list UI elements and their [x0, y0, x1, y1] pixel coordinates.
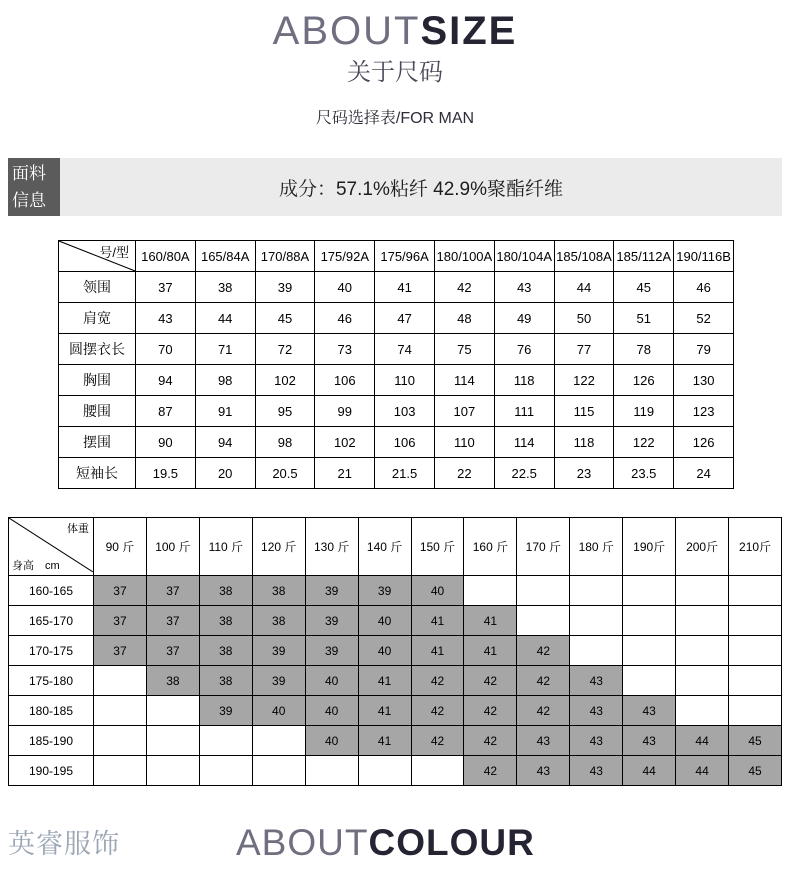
- matrix-cell: 39: [305, 636, 358, 666]
- size-chart-cell: 70: [136, 334, 196, 365]
- matrix-cell: [676, 636, 729, 666]
- matrix-cell: 38: [199, 576, 252, 606]
- size-chart-cell: 107: [434, 396, 494, 427]
- matrix-cell: 37: [146, 636, 199, 666]
- matrix-cell: 39: [199, 696, 252, 726]
- size-chart-cell: 22: [434, 458, 494, 489]
- matrix-cell: [252, 726, 305, 756]
- matrix-cell: 45: [729, 756, 782, 786]
- matrix-cell: 44: [676, 756, 729, 786]
- size-chart-cell: 41: [375, 272, 435, 303]
- size-chart-col-header: 180/100A: [434, 241, 494, 272]
- matrix-cell: [729, 606, 782, 636]
- matrix-cell: 38: [199, 606, 252, 636]
- colour-title-bold: COLOUR: [368, 822, 535, 863]
- matrix-cell: [623, 606, 676, 636]
- size-chart-cell: 40: [315, 272, 375, 303]
- page-title-bold: SIZE: [420, 9, 518, 53]
- size-chart-row-header: 胸围: [59, 365, 136, 396]
- size-chart-cell: 87: [136, 396, 196, 427]
- matrix-cell: [94, 666, 147, 696]
- size-chart-row-header: 摆围: [59, 427, 136, 458]
- matrix-row-header: 170-175: [9, 636, 94, 666]
- matrix-cell: 38: [252, 606, 305, 636]
- size-chart-col-header: 175/96A: [375, 241, 435, 272]
- matrix-body: [9, 576, 782, 786]
- size-chart-cell: 91: [195, 396, 255, 427]
- matrix-cell: [570, 606, 623, 636]
- size-chart-cell: 37: [136, 272, 196, 303]
- size-chart-row-header: 领围: [59, 272, 136, 303]
- colour-title-light: ABOUT: [236, 822, 369, 863]
- matrix-cell: 42: [411, 726, 464, 756]
- size-chart-cell: 126: [674, 427, 734, 458]
- matrix-cell: 45: [729, 726, 782, 756]
- table-row: [59, 365, 734, 396]
- size-chart-cell: 119: [614, 396, 674, 427]
- matrix-row-header: 180-185: [9, 696, 94, 726]
- matrix-cell: 37: [146, 576, 199, 606]
- size-chart-cell: 71: [195, 334, 255, 365]
- matrix-col-header: 130 斤: [305, 518, 358, 576]
- matrix-cell: [146, 726, 199, 756]
- matrix-cell: [570, 636, 623, 666]
- size-chart-cell: 45: [614, 272, 674, 303]
- size-chart-container: [58, 240, 734, 489]
- matrix-col-header: 170 斤: [517, 518, 570, 576]
- size-chart-cell: 118: [494, 365, 554, 396]
- size-chart-cell: 94: [136, 365, 196, 396]
- matrix-row-header: 175-180: [9, 666, 94, 696]
- matrix-col-header: 200斤: [676, 518, 729, 576]
- brand-name: 英睿服饰: [8, 829, 120, 860]
- size-chart-col-header: 175/92A: [315, 241, 375, 272]
- table-row: [59, 458, 734, 489]
- matrix-cell: 42: [411, 696, 464, 726]
- matrix-cell: [570, 576, 623, 606]
- size-chart-col-header: 160/80A: [136, 241, 196, 272]
- table-row: [59, 272, 734, 303]
- matrix-corner-cell: [9, 518, 94, 576]
- page-subtitle-note: 尺码选择表/FOR MAN: [315, 110, 475, 127]
- matrix-cell: 42: [517, 636, 570, 666]
- matrix-row-header: 165-170: [9, 606, 94, 636]
- matrix-cell: 37: [146, 606, 199, 636]
- page-subtitle-cn: 关于尺码: [347, 59, 443, 86]
- size-chart-cell: 45: [255, 303, 315, 334]
- matrix-cell: 39: [305, 606, 358, 636]
- matrix-cell: [94, 726, 147, 756]
- matrix-cell: 44: [623, 756, 676, 786]
- size-chart-cell: 122: [554, 365, 614, 396]
- size-chart-cell: 49: [494, 303, 554, 334]
- table-row: [9, 726, 782, 756]
- size-chart-cell: 103: [375, 396, 435, 427]
- matrix-cell: [676, 606, 729, 636]
- table-row: [59, 396, 734, 427]
- table-row: [59, 334, 734, 365]
- matrix-cell: 38: [199, 666, 252, 696]
- size-chart-cell: 21.5: [375, 458, 435, 489]
- matrix-cell: 39: [252, 666, 305, 696]
- matrix-col-header: 160 斤: [464, 518, 517, 576]
- size-chart-cell: 106: [375, 427, 435, 458]
- matrix-corner-weight-label: 体重: [67, 523, 89, 535]
- matrix-row-header: 190-195: [9, 756, 94, 786]
- size-chart-cell: 110: [434, 427, 494, 458]
- size-chart-col-header: 165/84A: [195, 241, 255, 272]
- matrix-col-header: 90 斤: [94, 518, 147, 576]
- matrix-cell: 40: [411, 576, 464, 606]
- size-recommendation-table: [8, 517, 782, 786]
- matrix-cell: [676, 696, 729, 726]
- size-chart-cell: 23.5: [614, 458, 674, 489]
- size-chart-cell: 43: [136, 303, 196, 334]
- matrix-cell: [729, 696, 782, 726]
- size-chart-col-header: 190/116B: [674, 241, 734, 272]
- size-chart-cell: 102: [315, 427, 375, 458]
- page-footer: [0, 807, 790, 869]
- matrix-cell: [464, 576, 517, 606]
- matrix-cell: [358, 756, 411, 786]
- matrix-cell: [676, 666, 729, 696]
- size-chart-cell: 90: [136, 427, 196, 458]
- size-chart-cell: 42: [434, 272, 494, 303]
- matrix-cell: 39: [252, 636, 305, 666]
- matrix-row-header: 185-190: [9, 726, 94, 756]
- matrix-cell: 40: [305, 696, 358, 726]
- matrix-row-header: 160-165: [9, 576, 94, 606]
- matrix-cell: [94, 756, 147, 786]
- size-chart-cell: 24: [674, 458, 734, 489]
- matrix-cell: 41: [358, 666, 411, 696]
- matrix-cell: [729, 576, 782, 606]
- size-chart-cell: 46: [315, 303, 375, 334]
- fabric-tag-line2: 信息: [12, 191, 46, 210]
- matrix-cell: 39: [358, 576, 411, 606]
- size-chart-cell: 52: [674, 303, 734, 334]
- matrix-cell: 42: [464, 696, 517, 726]
- matrix-cell: [305, 756, 358, 786]
- size-chart-cell: 43: [494, 272, 554, 303]
- size-chart-row-header: 肩宽: [59, 303, 136, 334]
- size-chart-cell: 123: [674, 396, 734, 427]
- table-row: [59, 303, 734, 334]
- matrix-cell: [146, 756, 199, 786]
- size-chart-cell: 98: [255, 427, 315, 458]
- table-row: [9, 606, 782, 636]
- table-row: [9, 576, 782, 606]
- fabric-info-band: [0, 158, 790, 216]
- matrix-cell: 37: [94, 606, 147, 636]
- size-chart-cell: 73: [315, 334, 375, 365]
- matrix-col-header: 120 斤: [252, 518, 305, 576]
- matrix-cell: 37: [94, 636, 147, 666]
- size-chart-cell: 72: [255, 334, 315, 365]
- matrix-cell: 42: [517, 696, 570, 726]
- size-chart-cell: 114: [434, 365, 494, 396]
- size-chart-col-header: 185/108A: [554, 241, 614, 272]
- matrix-cell: 41: [464, 636, 517, 666]
- matrix-cell: 40: [305, 666, 358, 696]
- fabric-tag-line1: 面料: [12, 164, 46, 183]
- size-chart-cell: 110: [375, 365, 435, 396]
- size-chart-cell: 79: [674, 334, 734, 365]
- matrix-cell: 43: [570, 726, 623, 756]
- matrix-col-header: 180 斤: [570, 518, 623, 576]
- size-chart-cell: 44: [554, 272, 614, 303]
- matrix-cell: 42: [517, 666, 570, 696]
- fabric-composition-text: 成分：57.1%粘纤 42.9%聚酯纤维: [278, 178, 564, 200]
- size-chart-cell: 38: [195, 272, 255, 303]
- size-chart-cell: 46: [674, 272, 734, 303]
- matrix-cell: 43: [623, 726, 676, 756]
- fabric-info-tag: [8, 158, 60, 216]
- matrix-cell: [199, 726, 252, 756]
- matrix-cell: [729, 636, 782, 666]
- size-chart-cell: 20.5: [255, 458, 315, 489]
- size-chart-cell: 78: [614, 334, 674, 365]
- matrix-cell: [623, 636, 676, 666]
- matrix-cell: 41: [464, 606, 517, 636]
- matrix-cell: 40: [358, 636, 411, 666]
- matrix-col-header: 150 斤: [411, 518, 464, 576]
- size-chart-cell: 48: [434, 303, 494, 334]
- matrix-cell: 38: [252, 576, 305, 606]
- matrix-cell: 43: [570, 666, 623, 696]
- matrix-cell: 43: [517, 756, 570, 786]
- size-chart-cell: 75: [434, 334, 494, 365]
- table-row: [9, 636, 782, 666]
- size-chart-cell: 106: [315, 365, 375, 396]
- matrix-cell: 42: [411, 666, 464, 696]
- matrix-corner-height-label: 身高 cm: [12, 560, 60, 572]
- matrix-cell: 43: [570, 756, 623, 786]
- size-chart-header-row: [59, 241, 734, 272]
- matrix-header-row: [9, 518, 782, 576]
- size-chart-cell: 130: [674, 365, 734, 396]
- matrix-cell: [623, 576, 676, 606]
- size-chart-cell: 98: [195, 365, 255, 396]
- size-chart-cell: 50: [554, 303, 614, 334]
- size-chart-corner-label: 号/型: [99, 245, 129, 260]
- matrix-cell: 43: [570, 696, 623, 726]
- matrix-cell: [517, 606, 570, 636]
- size-chart-cell: 126: [614, 365, 674, 396]
- size-recommendation-container: [8, 517, 782, 786]
- size-chart-cell: 21: [315, 458, 375, 489]
- matrix-cell: 43: [517, 726, 570, 756]
- table-row: [9, 756, 782, 786]
- matrix-cell: [252, 756, 305, 786]
- size-chart-cell: 22.5: [494, 458, 554, 489]
- size-chart-col-header: 180/104A: [494, 241, 554, 272]
- size-chart-cell: 39: [255, 272, 315, 303]
- matrix-cell: 41: [358, 696, 411, 726]
- matrix-cell: 40: [305, 726, 358, 756]
- size-chart-cell: 115: [554, 396, 614, 427]
- size-chart-col-header: 170/88A: [255, 241, 315, 272]
- matrix-cell: [517, 576, 570, 606]
- size-chart-cell: 95: [255, 396, 315, 427]
- size-chart-cell: 23: [554, 458, 614, 489]
- page-header: [0, 0, 790, 130]
- size-chart-cell: 47: [375, 303, 435, 334]
- matrix-cell: 41: [411, 636, 464, 666]
- matrix-col-header: 100 斤: [146, 518, 199, 576]
- table-row: [59, 427, 734, 458]
- size-chart-cell: 44: [195, 303, 255, 334]
- size-chart-cell: 122: [614, 427, 674, 458]
- size-chart-body: [59, 272, 734, 489]
- matrix-cell: [411, 756, 464, 786]
- table-row: [9, 666, 782, 696]
- matrix-cell: 43: [623, 696, 676, 726]
- size-chart-cell: 77: [554, 334, 614, 365]
- matrix-cell: 39: [305, 576, 358, 606]
- matrix-cell: 38: [199, 636, 252, 666]
- size-chart-corner-cell: [59, 241, 136, 272]
- fabric-info-content: [60, 158, 782, 216]
- matrix-cell: 42: [464, 666, 517, 696]
- size-chart-row-header: 腰围: [59, 396, 136, 427]
- size-chart-col-header: 185/112A: [614, 241, 674, 272]
- size-chart-row-header: 圆摆衣长: [59, 334, 136, 365]
- size-chart-row-header: 短袖长: [59, 458, 136, 489]
- size-chart-cell: 118: [554, 427, 614, 458]
- matrix-cell: [146, 696, 199, 726]
- page-title: [0, 8, 790, 54]
- matrix-cell: [94, 696, 147, 726]
- matrix-col-header: 190斤: [623, 518, 676, 576]
- matrix-col-header: 140 斤: [358, 518, 411, 576]
- size-chart-cell: 99: [315, 396, 375, 427]
- size-chart-cell: 114: [494, 427, 554, 458]
- matrix-col-header: 210斤: [729, 518, 782, 576]
- colour-section-title: [236, 821, 535, 865]
- size-chart-cell: 19.5: [136, 458, 196, 489]
- size-chart-cell: 20: [195, 458, 255, 489]
- matrix-cell: 40: [358, 606, 411, 636]
- matrix-cell: [729, 666, 782, 696]
- size-chart-cell: 51: [614, 303, 674, 334]
- size-chart-cell: 74: [375, 334, 435, 365]
- matrix-cell: [676, 576, 729, 606]
- size-chart-cell: 102: [255, 365, 315, 396]
- matrix-cell: 42: [464, 756, 517, 786]
- matrix-cell: 37: [94, 576, 147, 606]
- size-chart-cell: 111: [494, 396, 554, 427]
- matrix-cell: 41: [358, 726, 411, 756]
- matrix-cell: [623, 666, 676, 696]
- size-chart-cell: 76: [494, 334, 554, 365]
- size-chart-cell: 94: [195, 427, 255, 458]
- matrix-cell: 38: [146, 666, 199, 696]
- page-title-light: ABOUT: [272, 9, 421, 53]
- matrix-cell: 42: [464, 726, 517, 756]
- table-row: [9, 696, 782, 726]
- matrix-cell: [199, 756, 252, 786]
- matrix-cell: 44: [676, 726, 729, 756]
- size-chart-table: [58, 240, 734, 489]
- matrix-col-header: 110 斤: [199, 518, 252, 576]
- matrix-cell: 40: [252, 696, 305, 726]
- matrix-cell: 41: [411, 606, 464, 636]
